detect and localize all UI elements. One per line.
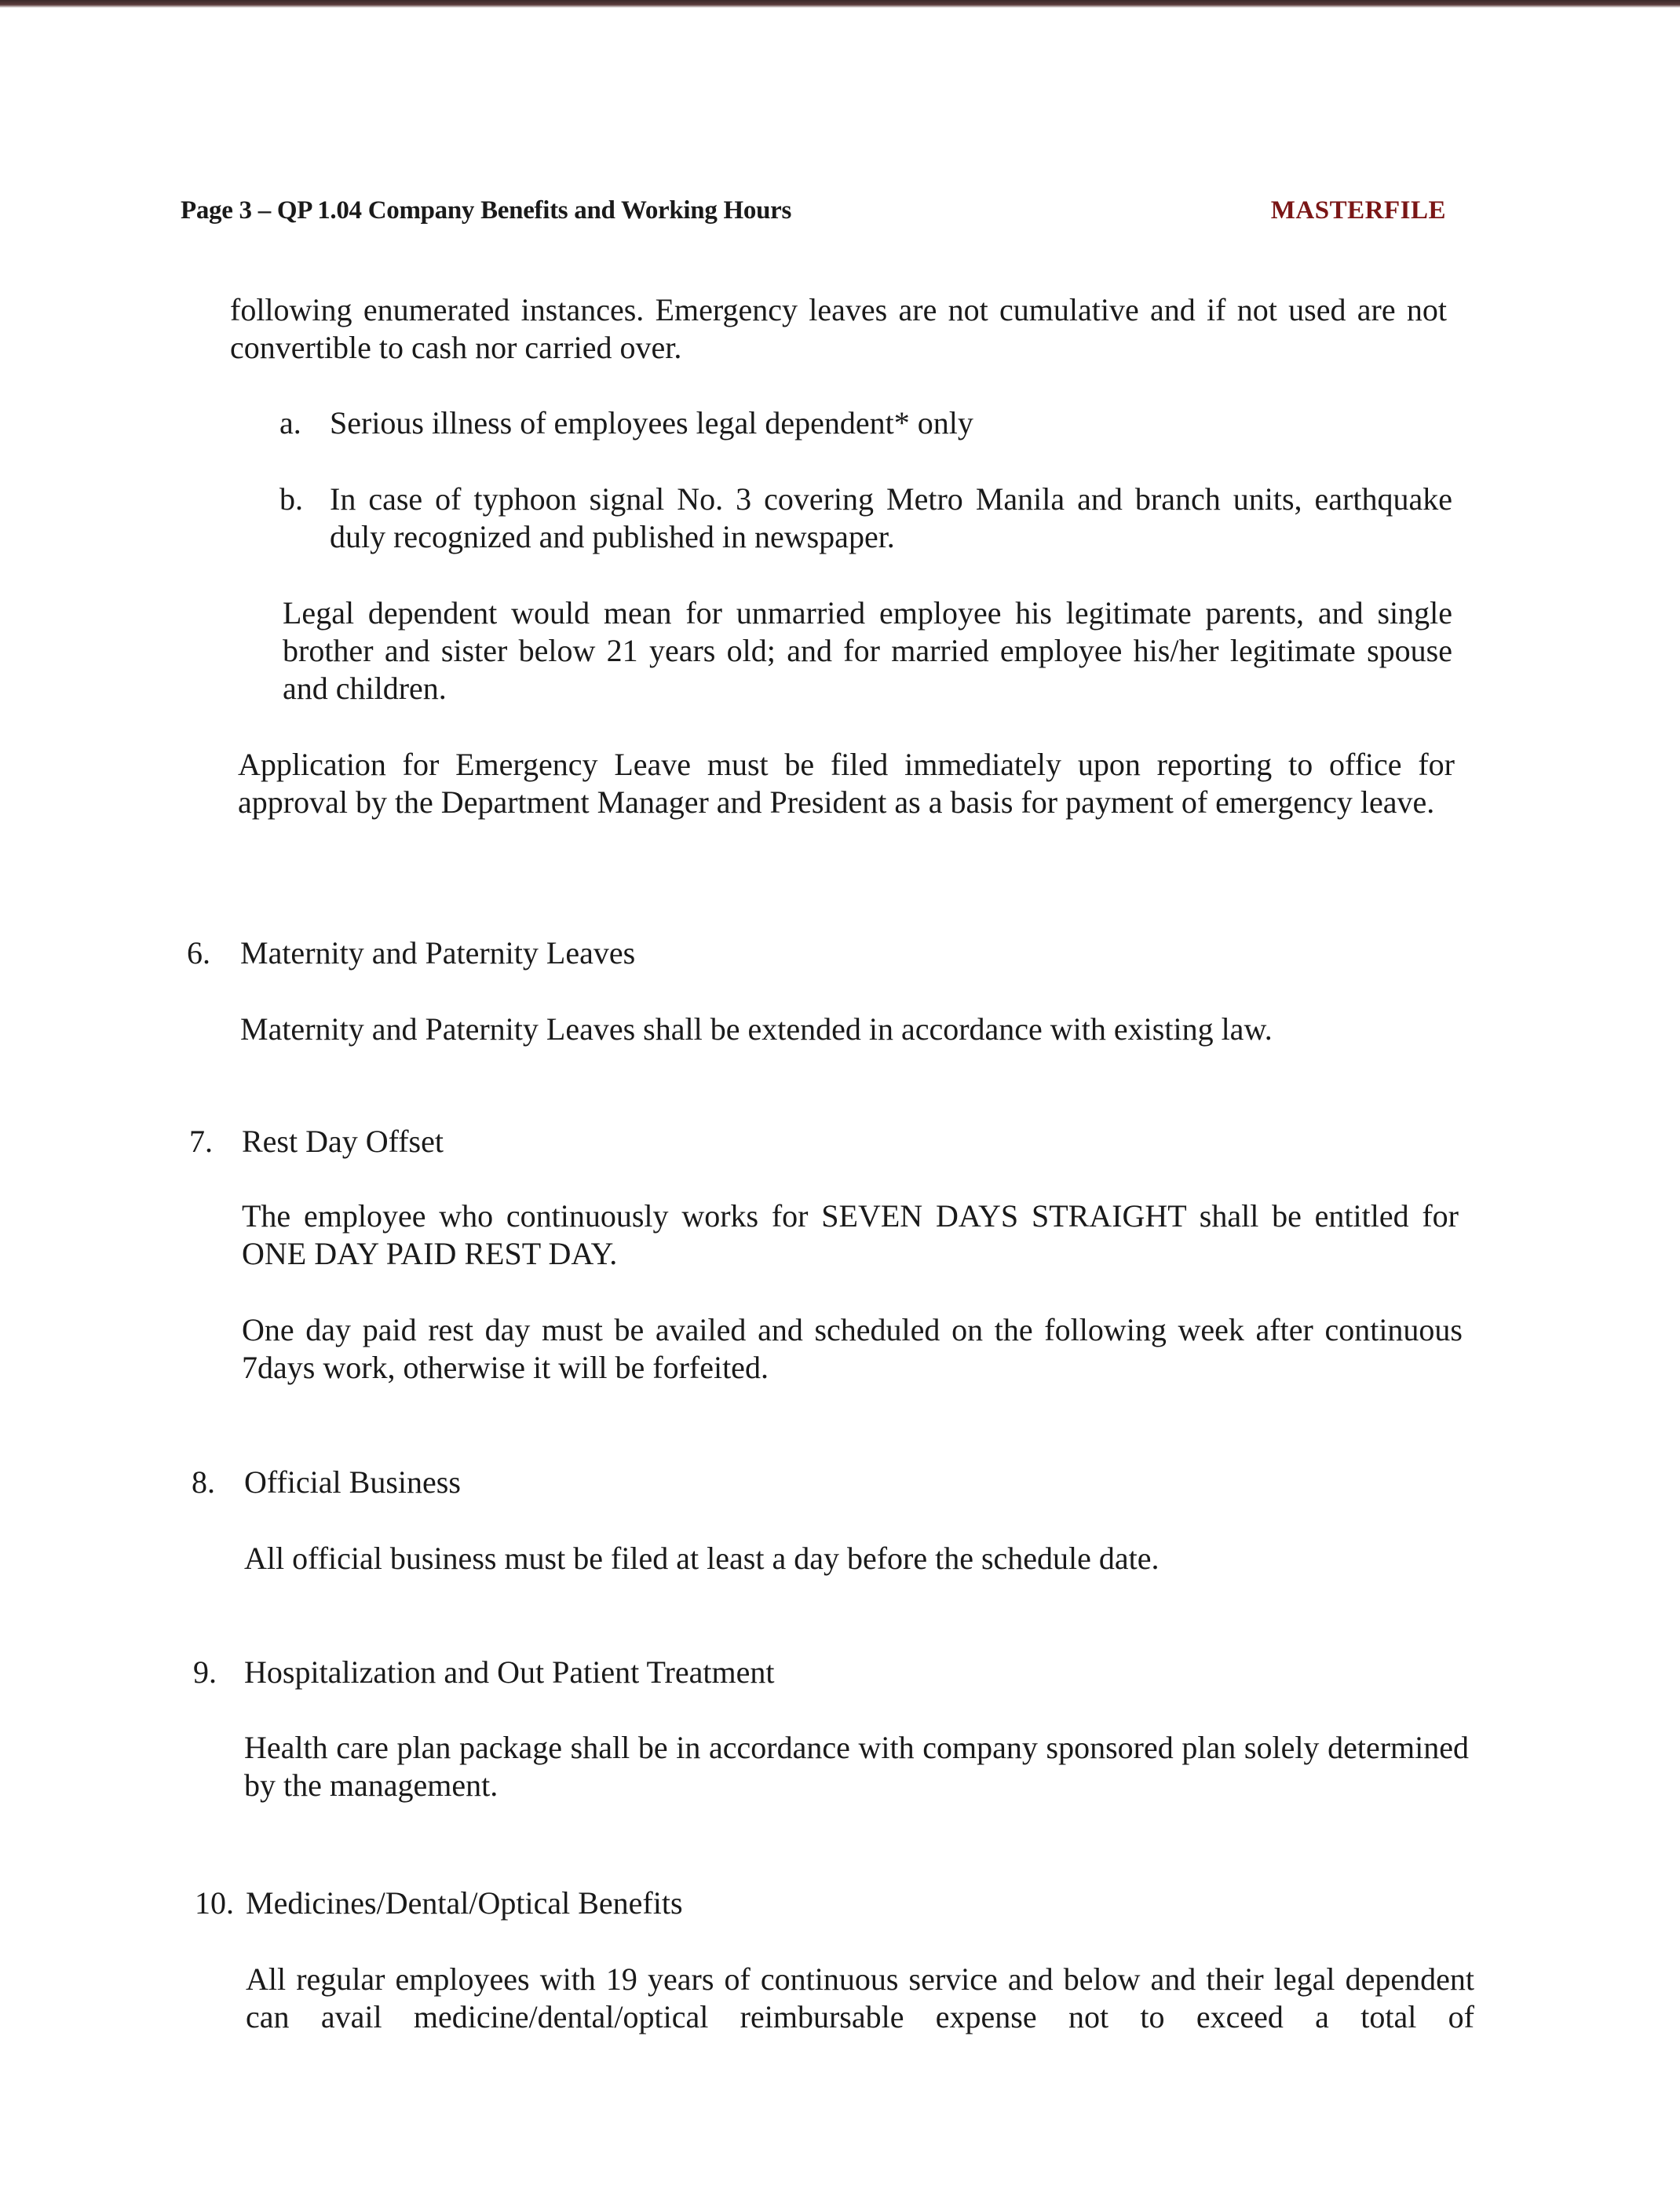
page-label: Page 3 – QP 1.04 Company Benefits and Working Hours — [181, 196, 792, 225]
section-number-9: 9. — [193, 1654, 217, 1690]
section-7-paragraph-2: One day paid rest day must be availed and scheduled on the following week after continuous 7days work, otherwise it will be forfeited. — [242, 1312, 1463, 1385]
section-title-9: Hospitalization and Out Patient Treatment — [244, 1654, 775, 1690]
list-item-b: In case of typhoon signal No. 3 covering Metro Manila and branch units, earthquake duly recognized and published in newspaper. — [330, 481, 1452, 554]
masterfile-label: MASTERFILE — [1270, 196, 1446, 225]
section-title-8: Official Business — [244, 1464, 461, 1500]
section-number-6: 6. — [187, 935, 210, 971]
section-7-paragraph-1: The employee who continuously works for SEVEN DAYS STRAIGHT shall be entitled for ONE DAY PAID REST DAY. — [242, 1198, 1459, 1271]
section-number-10: 10. — [195, 1885, 234, 1921]
section-8-paragraph-1: All official business must be filed at least a day before the schedule date. — [244, 1541, 1160, 1576]
section-number-7: 7. — [189, 1124, 213, 1159]
intro-paragraph: following enumerated instances. Emergency leaves are not cumulative and if not used are not convertible to cash nor carried over. — [230, 292, 1447, 365]
section-title-7: Rest Day Offset — [242, 1124, 444, 1159]
section-number-8: 8. — [192, 1464, 215, 1500]
section-title-6: Maternity and Paternity Leaves — [240, 935, 636, 971]
list-item-a: Serious illness of employees legal dependent* only — [330, 405, 973, 440]
application-note: Application for Emergency Leave must be filed immediately upon reporting to office for approval by the Department Manager and President as a basis for payment of emergency leave. — [238, 747, 1455, 820]
section-6-paragraph-1: Maternity and Paternity Leaves shall be extended in accordance with existing law. — [240, 1011, 1273, 1047]
list-marker-b: b. — [279, 481, 303, 517]
list-marker-a: a. — [279, 405, 301, 440]
section-title-10: Medicines/Dental/Optical Benefits — [246, 1885, 683, 1921]
section-10-paragraph-1: All regular employees with 19 years of continuous service and below and their legal dependent can avail medicine/dental/optical reimbursable expense not to exceed a total of — [246, 1961, 1474, 2034]
page-header — [181, 196, 1446, 231]
legal-dependent-note: Legal dependent would mean for unmarried employee his legitimate parents, and single brother and sister below 21 years old; and for married employee his/her legitimate spouse and children. — [283, 595, 1452, 706]
section-9-paragraph-1: Health care plan package shall be in accordance with company sponsored plan solely determined by the management. — [244, 1730, 1469, 1803]
top-border — [0, 0, 1680, 8]
